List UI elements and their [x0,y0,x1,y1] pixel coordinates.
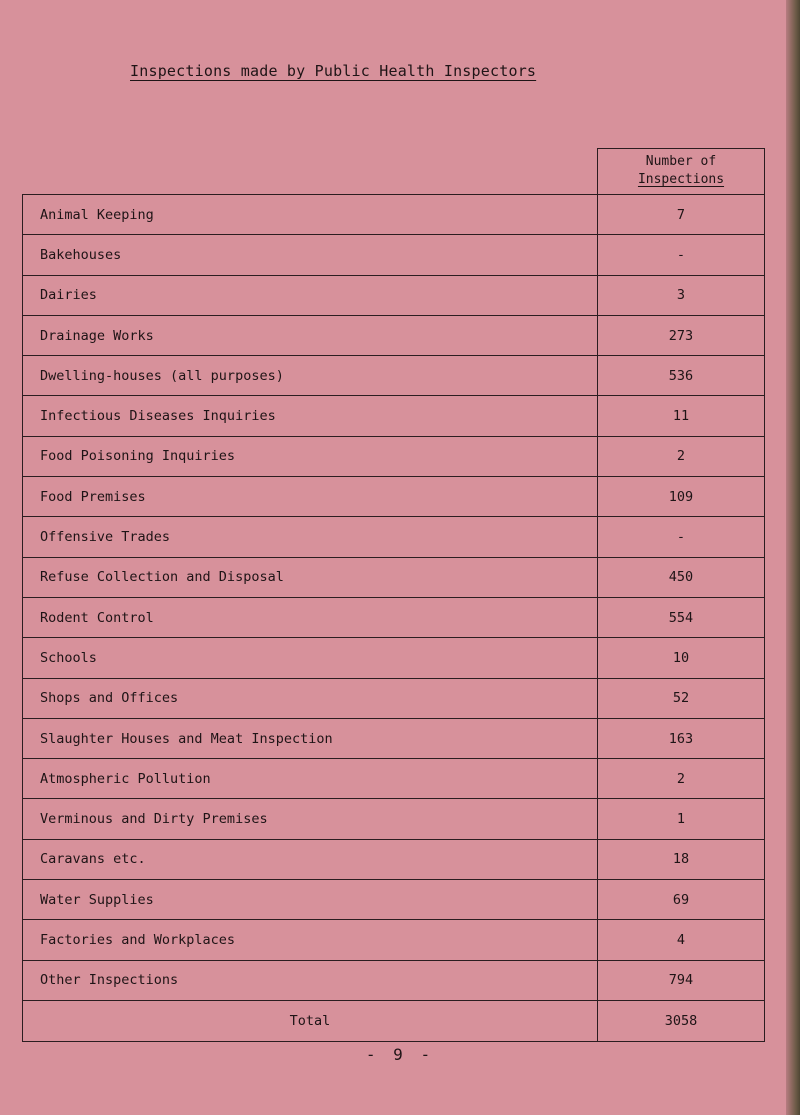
row-label: Food Premises [23,477,598,516]
table-row [23,679,764,719]
row-label: Dwelling-houses (all purposes) [23,356,598,395]
row-label: Water Supplies [23,880,598,919]
table-header [22,148,765,194]
table-row [23,356,764,396]
row-value: 3 [676,287,686,304]
row-value: 7 [676,206,686,223]
total-label: Total [23,1001,598,1041]
row-value: - [676,529,686,546]
table-row [23,719,764,759]
table-row [23,840,764,880]
table-row [23,276,764,316]
table-body [22,194,765,1042]
table-row [23,799,764,839]
table-row [23,961,764,1001]
row-label: Other Inspections [23,961,598,1000]
row-value: 11 [672,408,690,425]
row-label: Rodent Control [23,598,598,637]
row-value: 4 [676,931,686,948]
row-value: 450 [668,569,694,586]
row-value: 2 [676,448,686,465]
row-value: 554 [668,609,694,626]
row-label: Dairies [23,276,598,315]
total-row [23,1001,764,1041]
table-row [23,920,764,960]
row-label: Factories and Workplaces [23,920,598,959]
row-value: 2 [676,770,686,787]
table-row [23,477,764,517]
row-value: 273 [668,327,694,344]
table-row [23,437,764,477]
table-row [23,759,764,799]
row-label: Schools [23,638,598,677]
row-label: Slaughter Houses and Meat Inspection [23,719,598,758]
table-row [23,316,764,356]
row-label: Caravans etc. [23,840,598,879]
row-value: 794 [668,972,694,989]
row-label: Atmospheric Pollution [23,759,598,798]
row-label: Animal Keeping [23,195,598,234]
table-row [23,558,764,598]
page-number: - 9 - [365,1045,435,1064]
row-value: 163 [668,730,694,747]
row-label: Food Poisoning Inquiries [23,437,598,476]
row-label: Offensive Trades [23,517,598,556]
table-row [23,396,764,436]
row-label: Infectious Diseases Inquiries [23,396,598,435]
column-header-number-of-inspections [597,148,765,194]
column-header-line2: Inspections [637,172,725,187]
row-value: 69 [672,891,690,908]
inspections-table [22,148,765,1042]
row-value: 18 [672,851,690,868]
table-row [23,880,764,920]
column-header-line1: Number of [645,154,717,169]
row-value: 10 [672,649,690,666]
row-value: 52 [672,690,690,707]
table-row [23,235,764,275]
row-value: - [676,246,686,263]
table-row [23,195,764,235]
row-label: Verminous and Dirty Premises [23,799,598,838]
table-row [23,638,764,678]
page-title: Inspections made by Public Health Inspectors [130,62,537,80]
row-label: Bakehouses [23,235,598,274]
row-value: 1 [676,811,686,828]
page-edge [786,0,800,1115]
total-value: 3058 [664,1013,698,1030]
row-value: 109 [668,488,694,505]
row-value: 536 [668,367,694,384]
row-label: Refuse Collection and Disposal [23,558,598,597]
table-row [23,598,764,638]
table-row [23,517,764,557]
row-label: Shops and Offices [23,679,598,718]
row-label: Drainage Works [23,316,598,355]
